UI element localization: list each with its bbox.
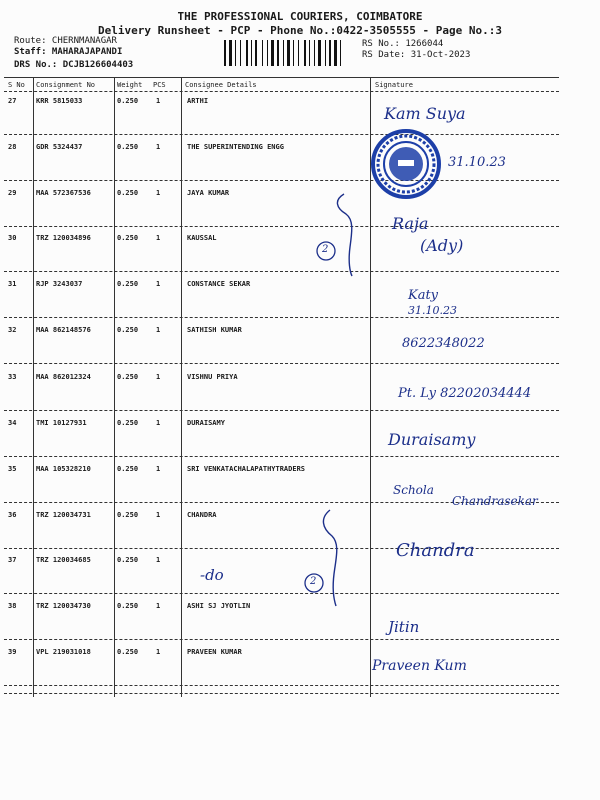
- cell-consignee: THE SUPERINTENDING ENGG: [187, 143, 284, 151]
- cell-consignee: CHANDRA: [187, 511, 217, 519]
- cell-pcs: 1: [156, 465, 161, 473]
- column-divider: [181, 77, 182, 697]
- cell-sno: 30: [8, 234, 17, 242]
- cell-weight: 0.250: [117, 326, 139, 334]
- cell-sno: 32: [8, 326, 17, 334]
- col-header-pcs: PCS: [153, 81, 166, 89]
- row-divider: [4, 363, 559, 364]
- cell-consignment: TRZ 120034685: [36, 556, 91, 564]
- cell-consignment: TRZ 120034731: [36, 511, 91, 519]
- document-title: THE PROFESSIONAL COURIERS, COIMBATORE: [177, 10, 423, 23]
- cell-weight: 0.250: [117, 465, 139, 473]
- row-divider: [4, 180, 559, 181]
- signature-row-35b: Chandrasekar: [452, 494, 538, 508]
- cell-consignment: TRZ 120034896: [36, 234, 91, 242]
- drs-number: DRS No.: DCJB126604403: [14, 60, 134, 70]
- route-label: Route: CHERNMANAGAR: [14, 36, 117, 46]
- signature-row-33: Pt. Ly 82202034444: [398, 386, 532, 401]
- cell-weight: 0.250: [117, 143, 139, 151]
- cell-pcs: 1: [156, 280, 161, 288]
- signature-row-30a: Raja: [392, 214, 429, 233]
- col-header-consignee: Consignee Details: [185, 81, 257, 89]
- column-divider: [33, 77, 34, 697]
- row-divider: [4, 134, 559, 135]
- cell-consignee: VISHNU PRIYA: [187, 373, 238, 381]
- cell-weight: 0.250: [117, 602, 139, 610]
- row-divider: [4, 593, 559, 594]
- signature-row-32: 8622348022: [402, 336, 485, 351]
- cell-weight: 0.250: [117, 511, 139, 519]
- header-divider: [4, 91, 559, 92]
- circle-note-30: 2: [322, 244, 329, 255]
- cell-weight: 0.250: [117, 556, 139, 564]
- col-header-weight: Weight: [117, 81, 143, 89]
- signature-row-34: Duraisamy: [388, 430, 476, 449]
- cell-consignment: MAA 862012324: [36, 373, 91, 381]
- cell-sno: 28: [8, 143, 17, 151]
- table-top-border: [4, 77, 559, 78]
- signature-row-39: Praveen Kum: [372, 658, 467, 674]
- cell-pcs: 1: [156, 556, 161, 564]
- cell-weight: 0.250: [117, 373, 139, 381]
- bracket-mark: [332, 192, 362, 278]
- cell-pcs: 1: [156, 419, 161, 427]
- cell-sno: 29: [8, 189, 17, 197]
- cell-pcs: 1: [156, 189, 161, 197]
- cell-pcs: 1: [156, 602, 161, 610]
- ditto-row-37: -do: [200, 566, 224, 584]
- cell-consignee: CONSTANCE SEKAR: [187, 280, 251, 288]
- col-header-sno: S No: [8, 81, 25, 89]
- rs-date: RS Date: 31-Oct-2023: [362, 50, 471, 60]
- cell-consignment: TMI 10127931: [36, 419, 87, 427]
- row-divider: [4, 456, 559, 457]
- cell-consignment: MAA 572367536: [36, 189, 91, 197]
- cell-weight: 0.250: [117, 234, 139, 242]
- cell-consignment: GDR 5324437: [36, 143, 83, 151]
- row-divider: [4, 685, 559, 686]
- cell-consignee: PRAVEEN KUMAR: [187, 648, 242, 656]
- cell-consignee: ARTHI: [187, 97, 209, 105]
- cell-consignment: MAA 862148576: [36, 326, 91, 334]
- cell-weight: 0.250: [117, 97, 139, 105]
- cell-consignment: TRZ 120034730: [36, 602, 91, 610]
- signature-row-35a: Schola: [393, 483, 434, 497]
- cell-pcs: 1: [156, 97, 161, 105]
- cell-sno: 38: [8, 602, 17, 610]
- cell-sno: 36: [8, 511, 17, 519]
- rs-number: RS No.: 1266044: [362, 39, 444, 49]
- cell-sno: 34: [8, 419, 17, 427]
- date-row-31: 31.10.23: [408, 304, 457, 317]
- signature-row-27: Kam Suya: [384, 104, 466, 123]
- row-divider: [4, 410, 559, 411]
- official-stamp: [368, 126, 444, 202]
- cell-sno: 37: [8, 556, 17, 564]
- cell-sno: 35: [8, 465, 17, 473]
- cell-sno: 33: [8, 373, 17, 381]
- cell-consignee: SATHISH KUMAR: [187, 326, 242, 334]
- col-header-consignment: Consignment No: [36, 81, 96, 89]
- cell-consignee: KAUSSAL: [187, 234, 217, 242]
- cell-consignee: SRI VENKATACHALAPATHYTRADERS: [187, 465, 306, 473]
- cell-consignment: KRR 5815033: [36, 97, 83, 105]
- document-subtitle: Delivery Runsheet - PCP - Phone No.:0422-3505555 - Page No.:3: [98, 24, 502, 37]
- cell-sno: 31: [8, 280, 17, 288]
- cell-consignment: MAA 105328210: [36, 465, 91, 473]
- barcode: [224, 40, 354, 66]
- signature-row-31: Katy: [408, 288, 439, 303]
- cell-consignment: RJP 3243037: [36, 280, 83, 288]
- col-header-signature: Signature: [375, 81, 413, 89]
- date-row-28: 31.10.23: [448, 155, 506, 170]
- row-divider: [4, 639, 559, 640]
- cell-consignment: VPL 219031018: [36, 648, 91, 656]
- table-bottom-border: [4, 693, 559, 694]
- cell-pcs: 1: [156, 234, 161, 242]
- row-divider: [4, 271, 559, 272]
- cell-weight: 0.250: [117, 189, 139, 197]
- row-divider: [4, 226, 559, 227]
- signature-row-30b: (Ady): [420, 236, 464, 255]
- cell-consignee: DURAISAMY: [187, 419, 225, 427]
- staff-label: Staff: MAHARAJAPANDI: [14, 47, 123, 57]
- cell-consignee: ASHI SJ JYOTLIN: [187, 602, 251, 610]
- row-divider: [4, 317, 559, 318]
- cell-weight: 0.250: [117, 280, 139, 288]
- cell-weight: 0.250: [117, 419, 139, 427]
- cell-consignee: JAYA KUMAR: [187, 189, 230, 197]
- signature-row-38: Jitin: [388, 618, 420, 636]
- cell-pcs: 1: [156, 511, 161, 519]
- cell-weight: 0.250: [117, 648, 139, 656]
- signature-row-36: Chandra: [396, 540, 475, 561]
- cell-sno: 39: [8, 648, 17, 656]
- cell-sno: 27: [8, 97, 17, 105]
- row-divider: [4, 548, 559, 549]
- column-divider: [114, 77, 115, 697]
- cell-pcs: 1: [156, 326, 161, 334]
- cell-pcs: 1: [156, 373, 161, 381]
- cell-pcs: 1: [156, 648, 161, 656]
- circle-note-37: 2: [310, 576, 317, 587]
- cell-pcs: 1: [156, 143, 161, 151]
